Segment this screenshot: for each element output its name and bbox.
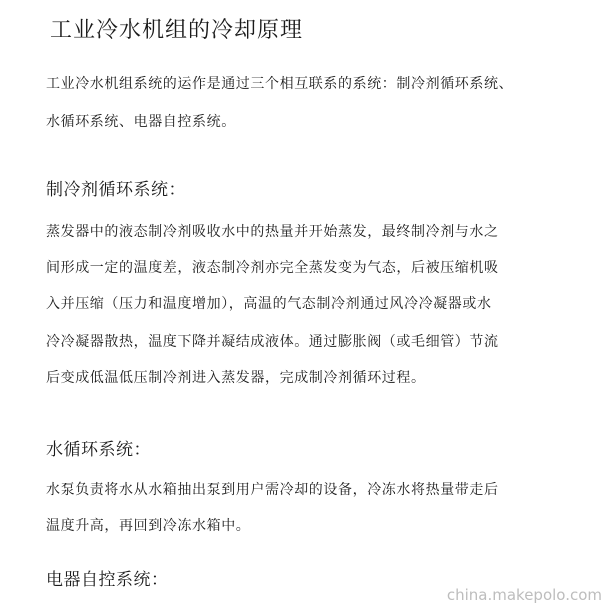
document-title: 工业冷水机组的冷却原理 (50, 18, 304, 43)
refrigerant-cycle-line: 入并压缩（压力和温度增加），高温的气态制冷剂通过风冷冷凝器或水 (46, 296, 492, 312)
intro-line: 水循环系统、电器自控系统。 (46, 114, 236, 130)
section-heading-water-cycle: 水循环系统： (46, 440, 151, 460)
section-heading-refrigerant-cycle: 制冷剂循环系统： (46, 180, 186, 200)
refrigerant-cycle-line: 蒸发器中的液态制冷剂吸收水中的热量并开始蒸发，最终制冷剂与水之 (46, 224, 499, 240)
refrigerant-cycle-line: 后变成低温低压制冷剂进入蒸发器，完成制冷剂循环过程。 (46, 370, 426, 386)
water-cycle-line: 水泵负责将水从水箱抽出泵到用户需冷却的设备，冷冻水将热量带走后 (46, 482, 499, 498)
intro-line: 工业冷水机组系统的运作是通过三个相互联系的系统：制冷剂循环系统、 (46, 76, 514, 92)
section-heading-electrical-control: 电器自控系统： (46, 570, 169, 590)
refrigerant-cycle-line: 冷冷凝器散热，温度下降并凝结成液体。通过膨胀阀（或毛细管）节流 (46, 334, 499, 350)
watermark-text: china.makepolo.com (446, 586, 602, 604)
refrigerant-cycle-line: 间形成一定的温度差，液态制冷剂亦完全蒸发变为气态，后被压缩机吸 (46, 260, 499, 276)
water-cycle-line: 温度升高，再回到冷冻水箱中。 (46, 518, 251, 534)
